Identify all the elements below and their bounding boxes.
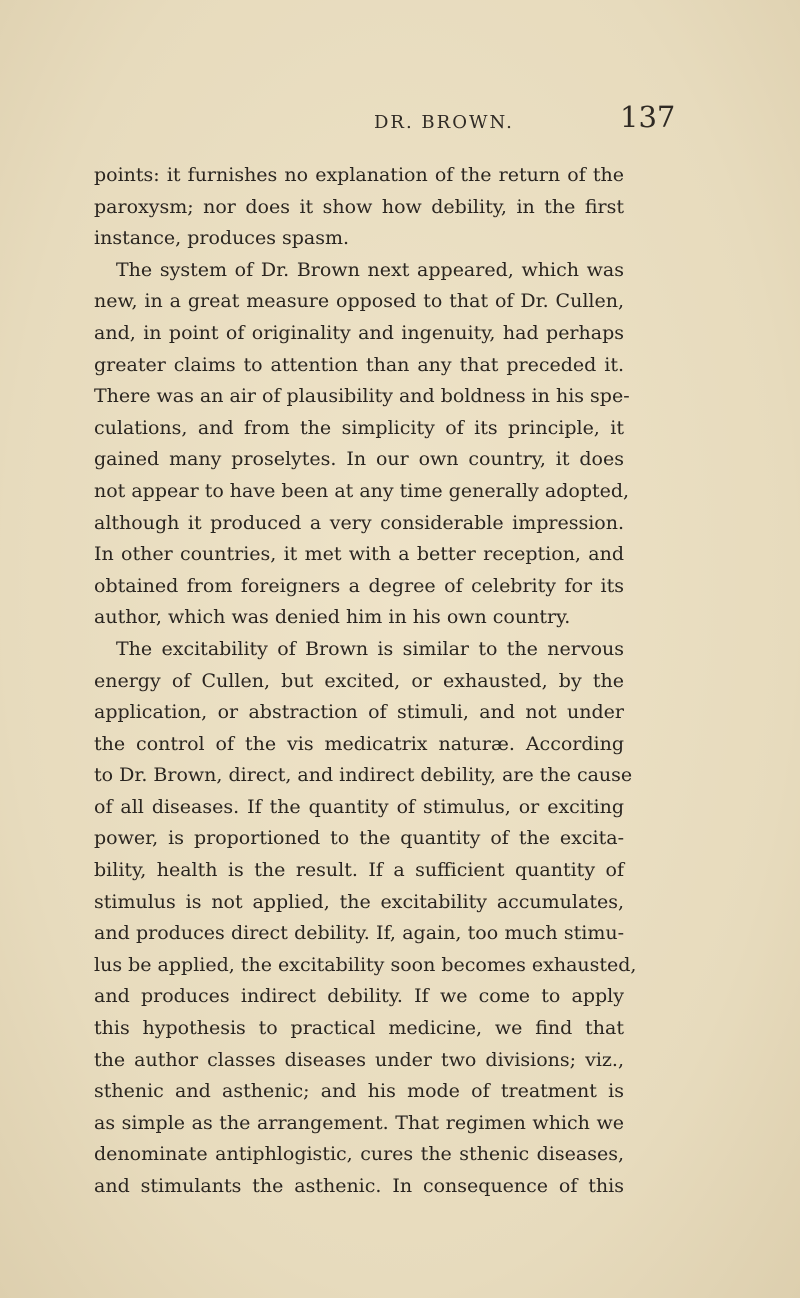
text-line: this hypothesis to practical medicine, we find that xyxy=(94,1017,624,1040)
text-line: instance, produces spasm. xyxy=(94,227,350,250)
text-line: author, which was denied him in his own country. xyxy=(94,606,571,629)
page-number: 137 xyxy=(620,100,676,134)
text-line: greater claims to attention than any that preceded it. xyxy=(94,353,624,376)
text-line: denominate antiphlogistic, cures the sthenic diseases, xyxy=(94,1143,624,1166)
text-line: of all diseases. If the quantity of stimulus, or exciting xyxy=(94,795,624,818)
text-line: and, in point of originality and ingenuity, had perhaps xyxy=(94,321,624,344)
text-line: The system of Dr. Brown next appeared, which was xyxy=(116,258,624,281)
text-line: There was an air of plausibility and boldness in his spe- xyxy=(94,385,630,408)
text-line: sthenic and asthenic; and his mode of treatment is xyxy=(94,1080,624,1103)
text-line: to Dr. Brown, direct, and indirect debility, are the cause xyxy=(94,764,633,787)
text-line: points: it furnishes no explanation of the return of the xyxy=(94,164,624,186)
text-line: and produces direct debility. If, again, too much stimu- xyxy=(94,922,624,945)
text-line: new, in a great measure opposed to that of Dr. Cullen, xyxy=(94,290,624,313)
text-line: application, or abstraction of stimuli, and not under xyxy=(94,701,624,724)
text-line: as simple as the arrangement. That regimen which we xyxy=(94,1111,624,1134)
text-line: paroxysm; nor does it show how debility, in the first xyxy=(94,195,624,218)
text-line: not appear to have been at any time generally adopted, xyxy=(94,479,630,502)
text-line: lus be applied, the excitability soon becomes exhausted, xyxy=(94,953,637,976)
text-line: and stimulants the asthenic. In consequence of this xyxy=(94,1175,624,1197)
text-line: obtained from foreigners a degree of celebrity for its xyxy=(94,574,624,597)
text-line: The excitability of Brown is similar to the nervous xyxy=(116,637,624,660)
text-line: and produces indirect debility. If we come to apply xyxy=(94,985,624,1008)
text-line: the control of the vis medicatrix naturæ. According xyxy=(94,732,624,755)
text-line: the author classes diseases under two divisions; viz., xyxy=(94,1048,624,1071)
body-text xyxy=(94,160,637,1203)
text-line: stimulus is not applied, the excitability accumulates, xyxy=(94,890,624,913)
text-line: culations, and from the simplicity of its principle, it xyxy=(94,416,624,439)
text-line: although it produced a very considerable impression. xyxy=(94,511,624,534)
text-line: gained many proselytes. In our own country, it does xyxy=(94,448,624,471)
text-line: bility, health is the result. If a sufficient quantity of xyxy=(94,859,624,882)
text-line: energy of Cullen, but excited, or exhausted, by the xyxy=(94,669,624,692)
running-head: DR. BROWN. xyxy=(374,112,514,133)
text-line: In other countries, it met with a better reception, and xyxy=(94,543,624,566)
text-line: power, is proportioned to the quantity of the excita- xyxy=(94,827,624,850)
